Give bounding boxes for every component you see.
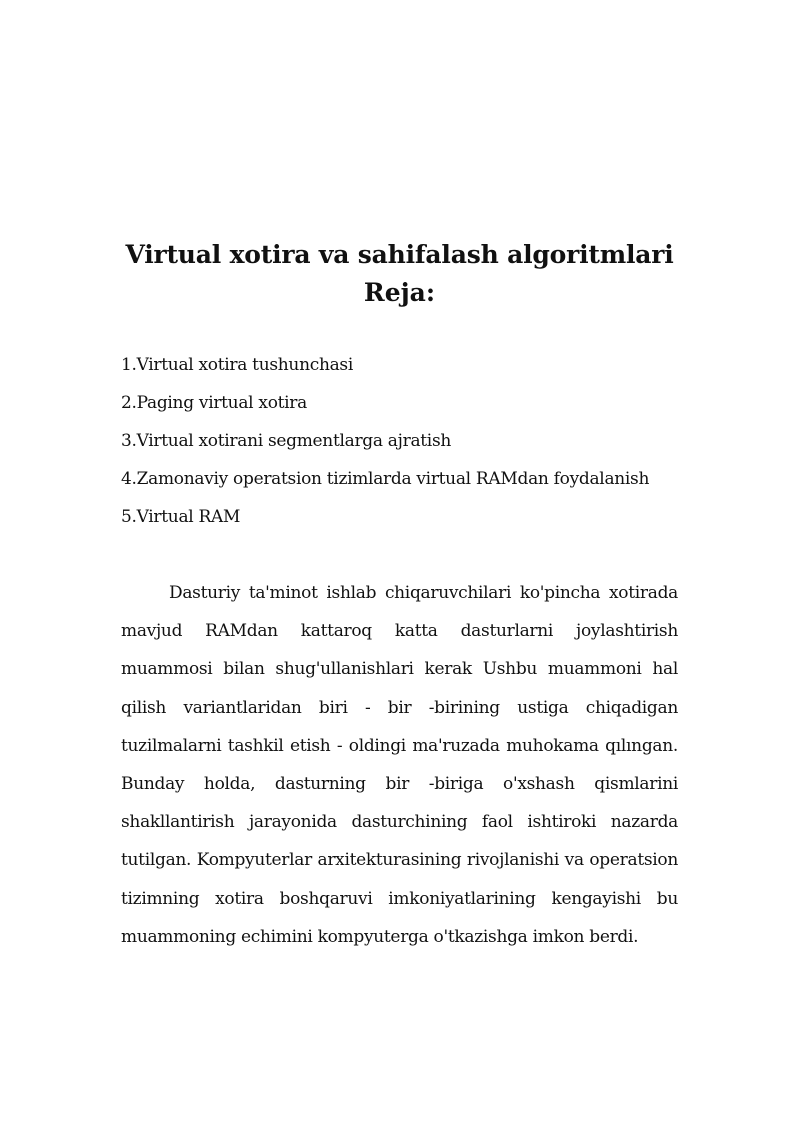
document-title: Virtual xotira va sahifalash algoritmlari xyxy=(125,240,674,269)
plan-item: 4.Zamonaviy operatsion tizimlarda virtual RAMdan foydalanish xyxy=(121,469,650,489)
body-paragraph: Dasturiy ta'minot ishlab chiqaruvchilari ko'pincha xotirada mavjud RAMdan kattaroq katta dasturlarni joylashtirish muammosi bilan shug'ullanishlari kerak Ushbu muammoni hal qilish variantlaridan biri - bir -birining ustiga chiqadigan tuzilmalarni tashkil etish - oldingi ma'ruzada muhokama qılıngan. Bunday holda, dasturning bir -biriga o'xshash qismlarini shakllantirish jarayonida dasturchining faol ishtiroki nazarda tutilgan. Kompyuterlar arxitekturasining rivojlanishi va operatsion tizimning xotira boshqaruvi imkoniyatlarining kengayishi bu muammoning echimini kompyuterga o'tkazishga imkon berdi. xyxy=(121,583,678,947)
plan-item: 1.Virtual xotira tushunchasi xyxy=(121,355,353,375)
document-subtitle: Reja: xyxy=(363,278,436,307)
plan-item: 2.Paging virtual xotira xyxy=(121,393,307,413)
plan-item: 5.Virtual RAM xyxy=(121,507,241,527)
document-page xyxy=(121,236,678,956)
plan-list xyxy=(121,346,678,536)
plan-item: 3.Virtual xotirani segmentlarga ajratish xyxy=(121,431,452,451)
